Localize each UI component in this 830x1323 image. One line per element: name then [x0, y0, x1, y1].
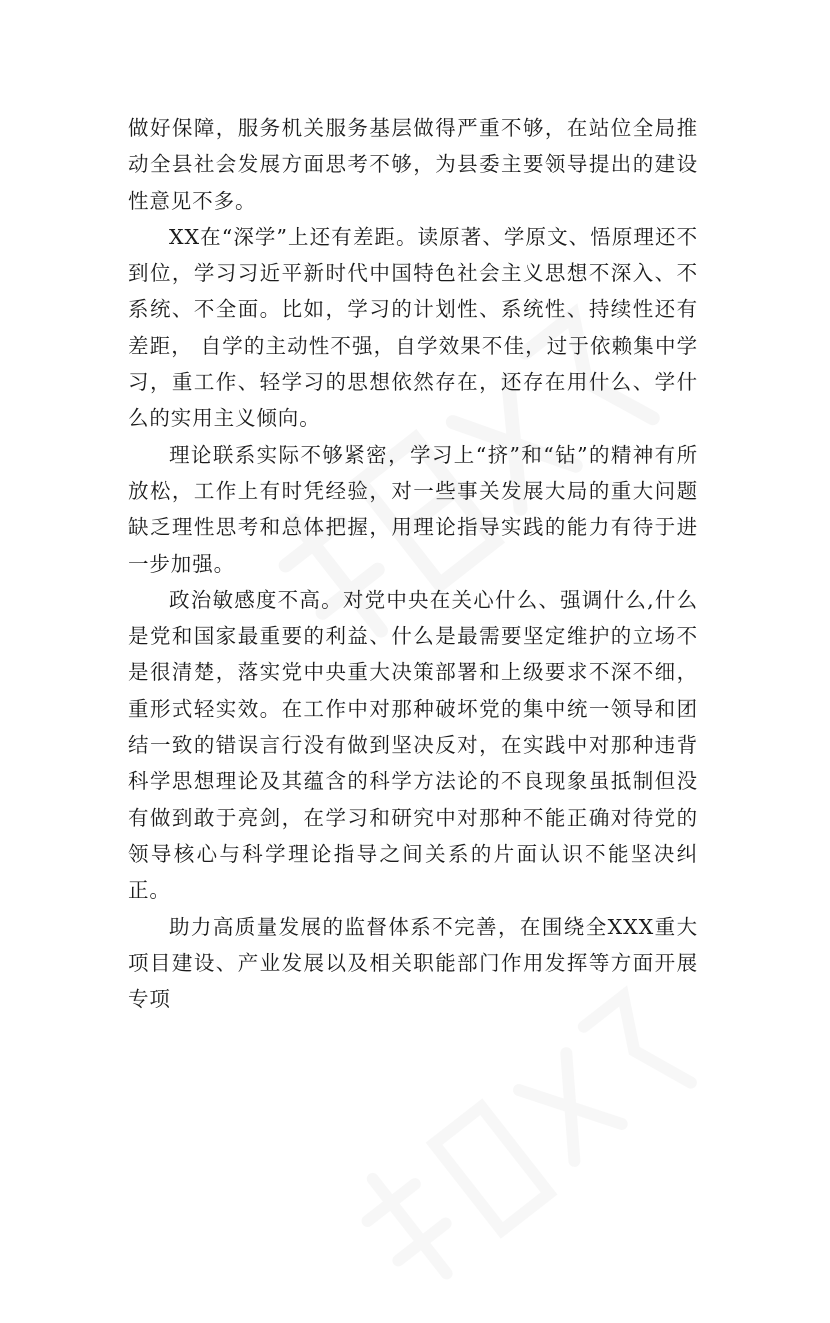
document-body	[128, 110, 698, 1017]
paragraph-2: XX在“深学”上还有差距。读原著、学原文、悟原理还不到位，学习习近平新时代中国特色社会主义思想不深入、不系统、不全面。比如，学习的计划性、系统性、持续性还有差距， 自学的主动性不强，自学效果不佳，过于依赖集中学习，重工作、轻学习的思想依然存在，还存在用什么、学什么的实用主义倾向。	[128, 224, 698, 431]
paragraph-5: 助力高质量发展的监督体系不完善，在围绕全XXX重大项目建设、产业发展以及相关职能部门作用发挥等方面开展专项	[128, 914, 698, 1012]
paragraph-4: 政治敏感度不高。对党中央在关心什么、强调什么,什么是党和国家最重要的利益、什么是最需要坚定维护的立场不是很清楚，落实党中央重大决策部署和上级要求不深不细，重形式轻实效。在工作中对那种破坏党的集中统一领导和团结一致的错误言行没有做到坚决反对，在实践中对那种违背科学思想理论及其蕴含的科学方法论的不良现象虽抵制但没有做到敢于亮剑，在学习和研究中对那种不能正确对待党的领导核心与科学理论指导之间关系的片面认识不能坚决纠正。	[128, 587, 698, 903]
paragraph-1: 做好保障，服务机关服务基层做得严重不够，在站位全局推动全县社会发展方面思考不够，为县委主要领导提出的建设性意见不多。	[128, 116, 698, 213]
paragraph-3: 理论联系实际不够紧密，学习上“挤”和“钻”的精神有所放松，工作上有时凭经验，对一些事关发展大局的重大问题缺乏理性思考和总体把握，用理论指导实践的能力有待于进一步加强。	[128, 442, 698, 576]
